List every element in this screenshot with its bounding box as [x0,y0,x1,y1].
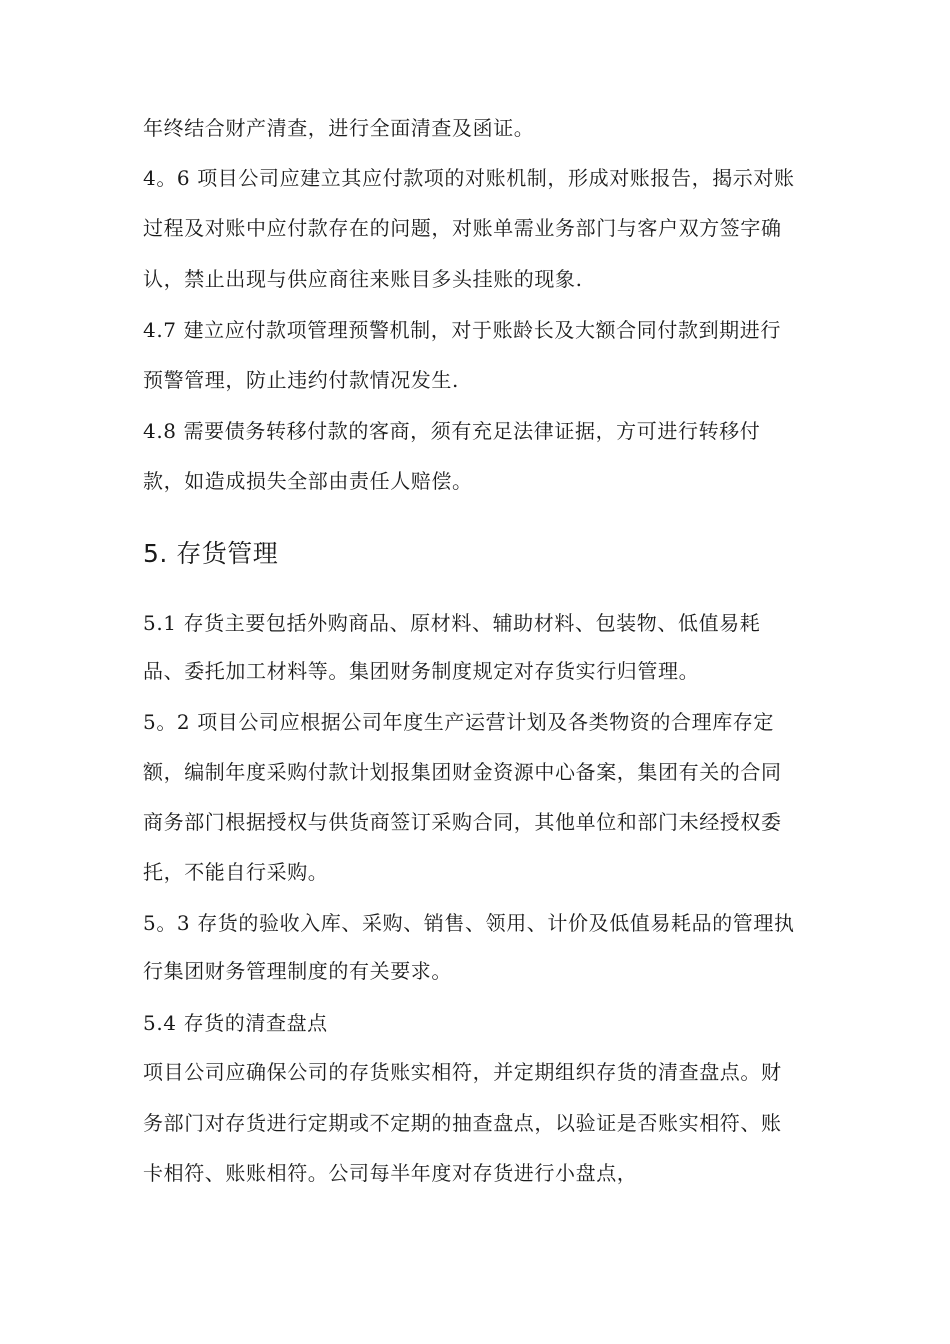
item-5-4-line-3: 卡相符、账账相符。公司每半年度对存货进行小盘点， [143,1161,638,1185]
section-5-heading: 5. 存货管理 [143,539,279,568]
item-5-3-line-1: 5。3 存货的验收入库、采购、销售、领用、计价及低值易耗品的管理执 [143,911,795,935]
item-4-6-line-2: 过程及对账中应付款存在的问题，对账单需业务部门与客户双方签字确 [143,216,782,240]
paragraph-line: 年终结合财产清查，进行全面清查及函证。 [143,116,535,140]
item-4-8-line-1: 4.8 需要债务转移付款的客商，须有充足法律证据，方可进行转移付 [143,419,761,443]
item-4-7-line-2: 预警管理，防止违约付款情况发生. [143,368,459,392]
item-5-2-line-2: 额，编制年度采购付款计划报集团财金资源中心备案，集团有关的合同 [143,760,782,784]
item-5-2-line-3: 商务部门根据授权与供货商签订采购合同，其他单位和部门未经授权委 [143,810,782,834]
item-5-3-line-2: 行集团财务管理制度的有关要求。 [143,959,452,983]
item-5-4-line-1: 项目公司应确保公司的存货账实相符，并定期组织存货的清查盘点。财 [143,1060,782,1084]
item-5-4-line-2: 务部门对存货进行定期或不定期的抽查盘点，以验证是否账实相符、账 [143,1111,782,1135]
item-4-6-line-3: 认，禁止出现与供应商往来账目多头挂账的现象. [143,267,583,291]
item-5-4-title: 5.4 存货的清查盘点 [143,1011,328,1035]
item-4-8-line-2: 款，如造成损失全部由责任人赔偿。 [143,469,473,493]
item-5-1-line-1: 5.1 存货主要包括外购商品、原材料、辅助材料、包装物、低值易耗 [143,611,761,635]
item-5-1-line-2: 品、委托加工材料等。集团财务制度规定对存货实行归管理。 [143,659,700,683]
item-4-6-line-1: 4。6 项目公司应建立其应付款项的对账机制，形成对账报告，揭示对账 [143,166,795,190]
item-4-7-line-1: 4.7 建立应付款项管理预警机制，对于账龄长及大额合同付款到期进行 [143,318,781,342]
item-5-2-line-1: 5。2 项目公司应根据公司年度生产运营计划及各类物资的合理库存定 [143,710,775,734]
item-5-2-line-4: 托，不能自行采购。 [143,860,329,884]
